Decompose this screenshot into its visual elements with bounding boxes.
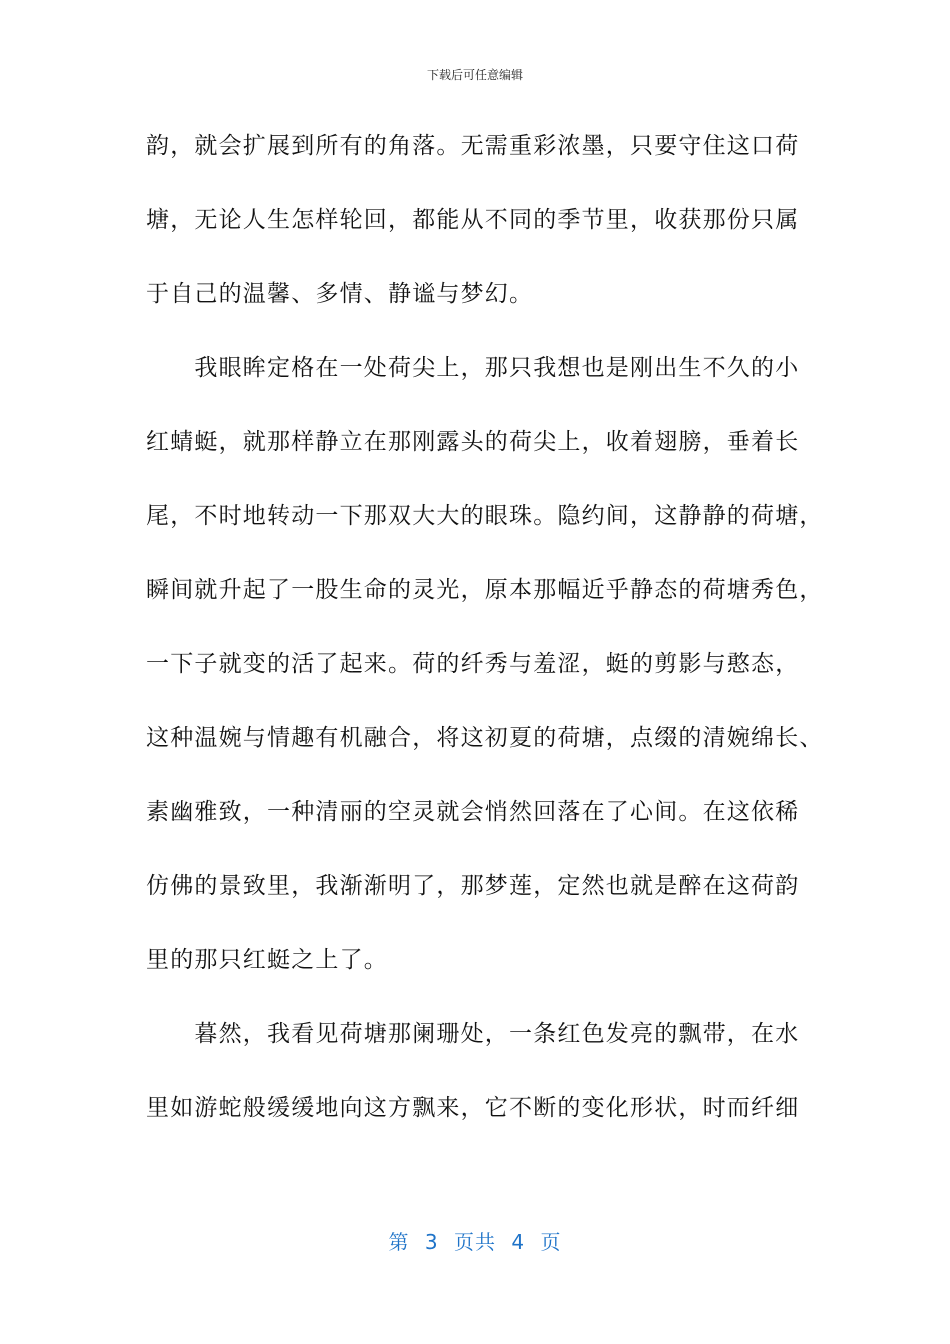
document-body [146, 120, 824, 1156]
text-line: 塘，无论人生怎样轮回，都能从不同的季节里，收获那份只属 [146, 207, 800, 233]
text-line: 这种温婉与情趣有机融合，将这初夏的荷塘，点缀的清婉绵长、 [146, 725, 824, 751]
page-label-middle: 页共 [454, 1230, 496, 1254]
text-line: 我眼眸定格在一处荷尖上，那只我想也是刚出生不久的小 [146, 355, 800, 381]
page-label-suffix: 页 [540, 1230, 562, 1254]
text-line: 韵，就会扩展到所有的角落。无需重彩浓墨，只要守住这口荷 [146, 133, 800, 159]
page-header: 下载后可任意编辑 [426, 68, 523, 82]
text-line: 瞬间就升起了一股生命的灵光，原本那幅近乎静态的荷塘秀色， [146, 577, 824, 603]
text-line: 尾，不时地转动一下那双大大的眼珠。隐约间，这静静的荷塘， [146, 503, 824, 529]
total-page-number: 4 [511, 1230, 526, 1254]
text-line: 里的那只红蜓之上了。 [146, 947, 388, 973]
text-line: 素幽雅致，一种清丽的空灵就会悄然回落在了心间。在这依稀 [146, 799, 800, 825]
text-line: 一下子就变的活了起来。荷的纤秀与羞涩，蜓的剪影与憨态， [146, 651, 800, 677]
page-label-prefix: 第 [388, 1230, 410, 1254]
current-page-number: 3 [424, 1230, 439, 1254]
text-line: 里如游蛇般缓缓地向这方飘来，它不断的变化形状，时而纤细 [146, 1095, 800, 1121]
text-line: 红蜻蜓，就那样静立在那刚露头的荷尖上，收着翅膀，垂着长 [146, 429, 800, 455]
text-line: 于自己的温馨、多情、静谧与梦幻。 [146, 281, 534, 307]
text-line: 仿佛的景致里，我渐渐明了，那梦莲，定然也就是醉在这荷韵 [146, 873, 800, 899]
text-line: 暮然，我看见荷塘那阑珊处，一条红色发亮的飘带，在水 [146, 1021, 800, 1047]
page-footer [0, 1226, 950, 1255]
